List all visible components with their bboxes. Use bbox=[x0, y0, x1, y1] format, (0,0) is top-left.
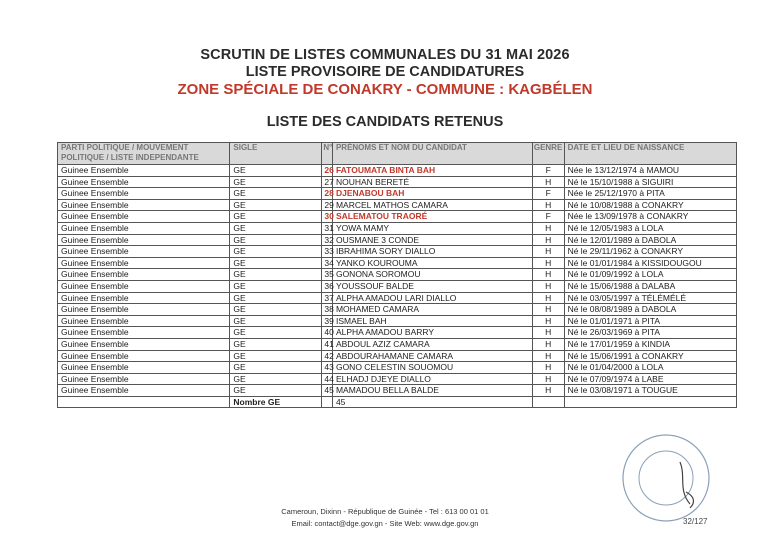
cell-nom: ABDOUL AZIZ CAMARA bbox=[332, 338, 532, 350]
cell-genre: H bbox=[532, 176, 564, 188]
cell-nom: ABDOURAHAMANE CAMARA bbox=[332, 350, 532, 362]
cell-genre: H bbox=[532, 222, 564, 234]
cell-sigle: GE bbox=[230, 385, 322, 397]
cell-nom: OUSMANE 3 CONDE bbox=[332, 234, 532, 246]
cell-parti: Guinee Ensemble bbox=[58, 350, 230, 362]
cell-date: Né le 15/06/1991 à CONAKRY bbox=[564, 350, 736, 362]
table-row bbox=[58, 338, 737, 350]
table-row bbox=[58, 362, 737, 374]
footer-address: Cameroun, Dixinn - République de Guinée - Tel : 613 00 01 01 bbox=[281, 507, 489, 516]
cell-parti: Guinee Ensemble bbox=[58, 338, 230, 350]
cell-parti: Guinee Ensemble bbox=[58, 165, 230, 177]
cell-nom: ELHADJ DJEYE DIALLO bbox=[332, 373, 532, 385]
cell-genre: H bbox=[532, 385, 564, 397]
total-value: 45 bbox=[332, 396, 532, 408]
cell-nom: GONONA SOROMOU bbox=[332, 269, 532, 281]
cell-parti: Guinee Ensemble bbox=[58, 315, 230, 327]
cell-genre: H bbox=[532, 234, 564, 246]
cell-num: 31 bbox=[322, 222, 333, 234]
cell-date: Né le 01/04/2000 à LOLA bbox=[564, 362, 736, 374]
column-header-num: N° bbox=[322, 143, 333, 165]
cell-date: Né le 29/11/1962 à CONAKRY bbox=[564, 246, 736, 258]
cell-num: 28 bbox=[322, 188, 333, 200]
table-row bbox=[58, 246, 737, 258]
table-row bbox=[58, 222, 737, 234]
cell-parti: Guinee Ensemble bbox=[58, 269, 230, 281]
cell-num: 34 bbox=[322, 257, 333, 269]
table-row bbox=[58, 292, 737, 304]
table-row bbox=[58, 315, 737, 327]
cell-num: 30 bbox=[322, 211, 333, 223]
cell-parti: Guinee Ensemble bbox=[58, 188, 230, 200]
cell-genre: H bbox=[532, 327, 564, 339]
cell-nom: MOHAMED CAMARA bbox=[332, 304, 532, 316]
cell-num: 41 bbox=[322, 338, 333, 350]
table-row bbox=[58, 234, 737, 246]
cell-date: Né le 01/09/1992 à LOLA bbox=[564, 269, 736, 281]
table-header-row bbox=[58, 143, 737, 165]
cell-date: Né le 08/08/1989 à DABOLA bbox=[564, 304, 736, 316]
table-row bbox=[58, 385, 737, 397]
cell-date: Né le 12/01/1989 à DABOLA bbox=[564, 234, 736, 246]
cell-num: 45 bbox=[322, 385, 333, 397]
total-row bbox=[58, 396, 737, 408]
cell-genre: F bbox=[532, 165, 564, 177]
cell-date: Née le 25/12/1970 à PITA bbox=[564, 188, 736, 200]
cell-date: Né le 01/01/1971 à PITA bbox=[564, 315, 736, 327]
table-row bbox=[58, 188, 737, 200]
cell-parti: Guinee Ensemble bbox=[58, 280, 230, 292]
cell-sigle: GE bbox=[230, 199, 322, 211]
cell-parti: Guinee Ensemble bbox=[58, 304, 230, 316]
cell-nom: SALEMATOU TRAORÉ bbox=[332, 211, 532, 223]
cell-sigle: GE bbox=[230, 222, 322, 234]
cell-nom: MARCEL MATHOS CAMARA bbox=[332, 199, 532, 211]
cell-date: Né le 26/03/1969 à PITA bbox=[564, 327, 736, 339]
cell-parti: Guinee Ensemble bbox=[58, 199, 230, 211]
cell-num: 26 bbox=[322, 165, 333, 177]
cell-sigle: GE bbox=[230, 246, 322, 258]
cell-nom: NOUHAN BERETÉ bbox=[332, 176, 532, 188]
zone-commune-title: ZONE SPÉCIALE DE CONAKRY - COMMUNE : KAGBÉLEN bbox=[177, 81, 593, 98]
cell-nom: YOWA MAMY bbox=[332, 222, 532, 234]
cell-genre: H bbox=[532, 280, 564, 292]
column-header-parti: PARTI POLITIQUE / MOUVEMENT POLITIQUE / LISTE INDEPENDANTE bbox=[58, 143, 230, 165]
cell-sigle: GE bbox=[230, 234, 322, 246]
cell-parti: Guinee Ensemble bbox=[58, 234, 230, 246]
cell-nom: YANKO KOUROUMA bbox=[332, 257, 532, 269]
cell-genre: H bbox=[532, 246, 564, 258]
table-row bbox=[58, 304, 737, 316]
cell-parti: Guinee Ensemble bbox=[58, 257, 230, 269]
total-empty-cell bbox=[322, 396, 333, 408]
cell-genre: H bbox=[532, 338, 564, 350]
cell-date: Né le 15/06/1988 à DALABA bbox=[564, 280, 736, 292]
cell-sigle: GE bbox=[230, 338, 322, 350]
cell-nom: DJENABOU BAH bbox=[332, 188, 532, 200]
cell-nom: GONO CELESTIN SOUOMOU bbox=[332, 362, 532, 374]
cell-sigle: GE bbox=[230, 327, 322, 339]
cell-sigle: GE bbox=[230, 292, 322, 304]
section-title: LISTE DES CANDIDATS RETENUS bbox=[266, 114, 504, 130]
cell-num: 32 bbox=[322, 234, 333, 246]
cell-nom: ALPHA AMADOU BARRY bbox=[332, 327, 532, 339]
candidates-table bbox=[57, 142, 737, 408]
table-row bbox=[58, 211, 737, 223]
cell-genre: H bbox=[532, 269, 564, 281]
column-header-sigle: SIGLE bbox=[230, 143, 322, 165]
cell-sigle: GE bbox=[230, 280, 322, 292]
cell-num: 40 bbox=[322, 327, 333, 339]
cell-parti: Guinee Ensemble bbox=[58, 292, 230, 304]
cell-genre: H bbox=[532, 315, 564, 327]
table-row bbox=[58, 257, 737, 269]
cell-nom: FATOUMATA BINTA BAH bbox=[332, 165, 532, 177]
cell-parti: Guinee Ensemble bbox=[58, 211, 230, 223]
cell-num: 38 bbox=[322, 304, 333, 316]
cell-num: 33 bbox=[322, 246, 333, 258]
cell-date: Né le 12/05/1983 à LOLA bbox=[564, 222, 736, 234]
table-row bbox=[58, 350, 737, 362]
cell-date: Né le 17/01/1959 à KINDIA bbox=[564, 338, 736, 350]
total-empty-cell bbox=[58, 396, 230, 408]
cell-sigle: GE bbox=[230, 373, 322, 385]
cell-genre: F bbox=[532, 188, 564, 200]
cell-date: Née le 13/12/1974 à MAMOU bbox=[564, 165, 736, 177]
cell-date: Né le 01/01/1984 à KISSIDOUGOU bbox=[564, 257, 736, 269]
cell-num: 39 bbox=[322, 315, 333, 327]
cell-sigle: GE bbox=[230, 269, 322, 281]
cell-sigle: GE bbox=[230, 165, 322, 177]
cell-sigle: GE bbox=[230, 188, 322, 200]
cell-date: Né le 03/08/1971 à TOUGUE bbox=[564, 385, 736, 397]
election-title: SCRUTIN DE LISTES COMMUNALES DU 31 MAI 2026 bbox=[200, 47, 570, 63]
cell-date: Née le 13/09/1978 à CONAKRY bbox=[564, 211, 736, 223]
cell-date: Né le 07/09/1974 à LABE bbox=[564, 373, 736, 385]
cell-sigle: GE bbox=[230, 304, 322, 316]
cell-genre: H bbox=[532, 292, 564, 304]
table-row bbox=[58, 280, 737, 292]
cell-num: 29 bbox=[322, 199, 333, 211]
cell-date: Né le 03/05/1997 à TÉLÉMÉLÉ bbox=[564, 292, 736, 304]
cell-genre: H bbox=[532, 304, 564, 316]
footer-contact: Email: contact@dge.gov.gn - Site Web: www.dge.gov.gn bbox=[291, 519, 479, 528]
column-header-genre: GENRE bbox=[532, 143, 564, 165]
cell-sigle: GE bbox=[230, 315, 322, 327]
total-label: Nombre GE bbox=[230, 396, 322, 408]
cell-date: Né le 10/08/1988 à CONAKRY bbox=[564, 199, 736, 211]
page-number: 32/127 bbox=[683, 517, 708, 526]
cell-parti: Guinee Ensemble bbox=[58, 327, 230, 339]
cell-sigle: GE bbox=[230, 362, 322, 374]
cell-parti: Guinee Ensemble bbox=[58, 362, 230, 374]
table-row bbox=[58, 199, 737, 211]
cell-nom: IBRAHIMA SORY DIALLO bbox=[332, 246, 532, 258]
cell-num: 42 bbox=[322, 350, 333, 362]
cell-parti: Guinee Ensemble bbox=[58, 373, 230, 385]
list-subtitle: LISTE PROVISOIRE DE CANDIDATURES bbox=[245, 64, 525, 80]
total-empty-cell bbox=[564, 396, 736, 408]
cell-genre: F bbox=[532, 211, 564, 223]
table-row bbox=[58, 176, 737, 188]
cell-parti: Guinee Ensemble bbox=[58, 385, 230, 397]
cell-nom: ISMAEL BAH bbox=[332, 315, 532, 327]
cell-num: 37 bbox=[322, 292, 333, 304]
cell-sigle: GE bbox=[230, 176, 322, 188]
table-row bbox=[58, 373, 737, 385]
cell-nom: YOUSSOUF BALDE bbox=[332, 280, 532, 292]
cell-parti: Guinee Ensemble bbox=[58, 176, 230, 188]
cell-genre: H bbox=[532, 373, 564, 385]
cell-sigle: GE bbox=[230, 211, 322, 223]
table-row bbox=[58, 327, 737, 339]
total-empty-cell bbox=[532, 396, 564, 408]
cell-genre: H bbox=[532, 199, 564, 211]
column-header-date: DATE ET LIEU DE NAISSANCE bbox=[564, 143, 736, 165]
cell-num: 43 bbox=[322, 362, 333, 374]
cell-parti: Guinee Ensemble bbox=[58, 222, 230, 234]
cell-nom: ALPHA AMADOU LARI DIALLO bbox=[332, 292, 532, 304]
cell-nom: MAMADOU BELLA BALDE bbox=[332, 385, 532, 397]
cell-sigle: GE bbox=[230, 257, 322, 269]
table-row bbox=[58, 165, 737, 177]
cell-num: 36 bbox=[322, 280, 333, 292]
cell-num: 35 bbox=[322, 269, 333, 281]
cell-genre: H bbox=[532, 350, 564, 362]
cell-genre: H bbox=[532, 257, 564, 269]
column-header-nom: PRÉNOMS ET NOM DU CANDIDAT bbox=[332, 143, 532, 165]
cell-sigle: GE bbox=[230, 350, 322, 362]
cell-genre: H bbox=[532, 362, 564, 374]
cell-date: Né le 15/10/1988 à SIGUIRI bbox=[564, 176, 736, 188]
cell-num: 27 bbox=[322, 176, 333, 188]
table-row bbox=[58, 269, 737, 281]
cell-parti: Guinee Ensemble bbox=[58, 246, 230, 258]
cell-num: 44 bbox=[322, 373, 333, 385]
